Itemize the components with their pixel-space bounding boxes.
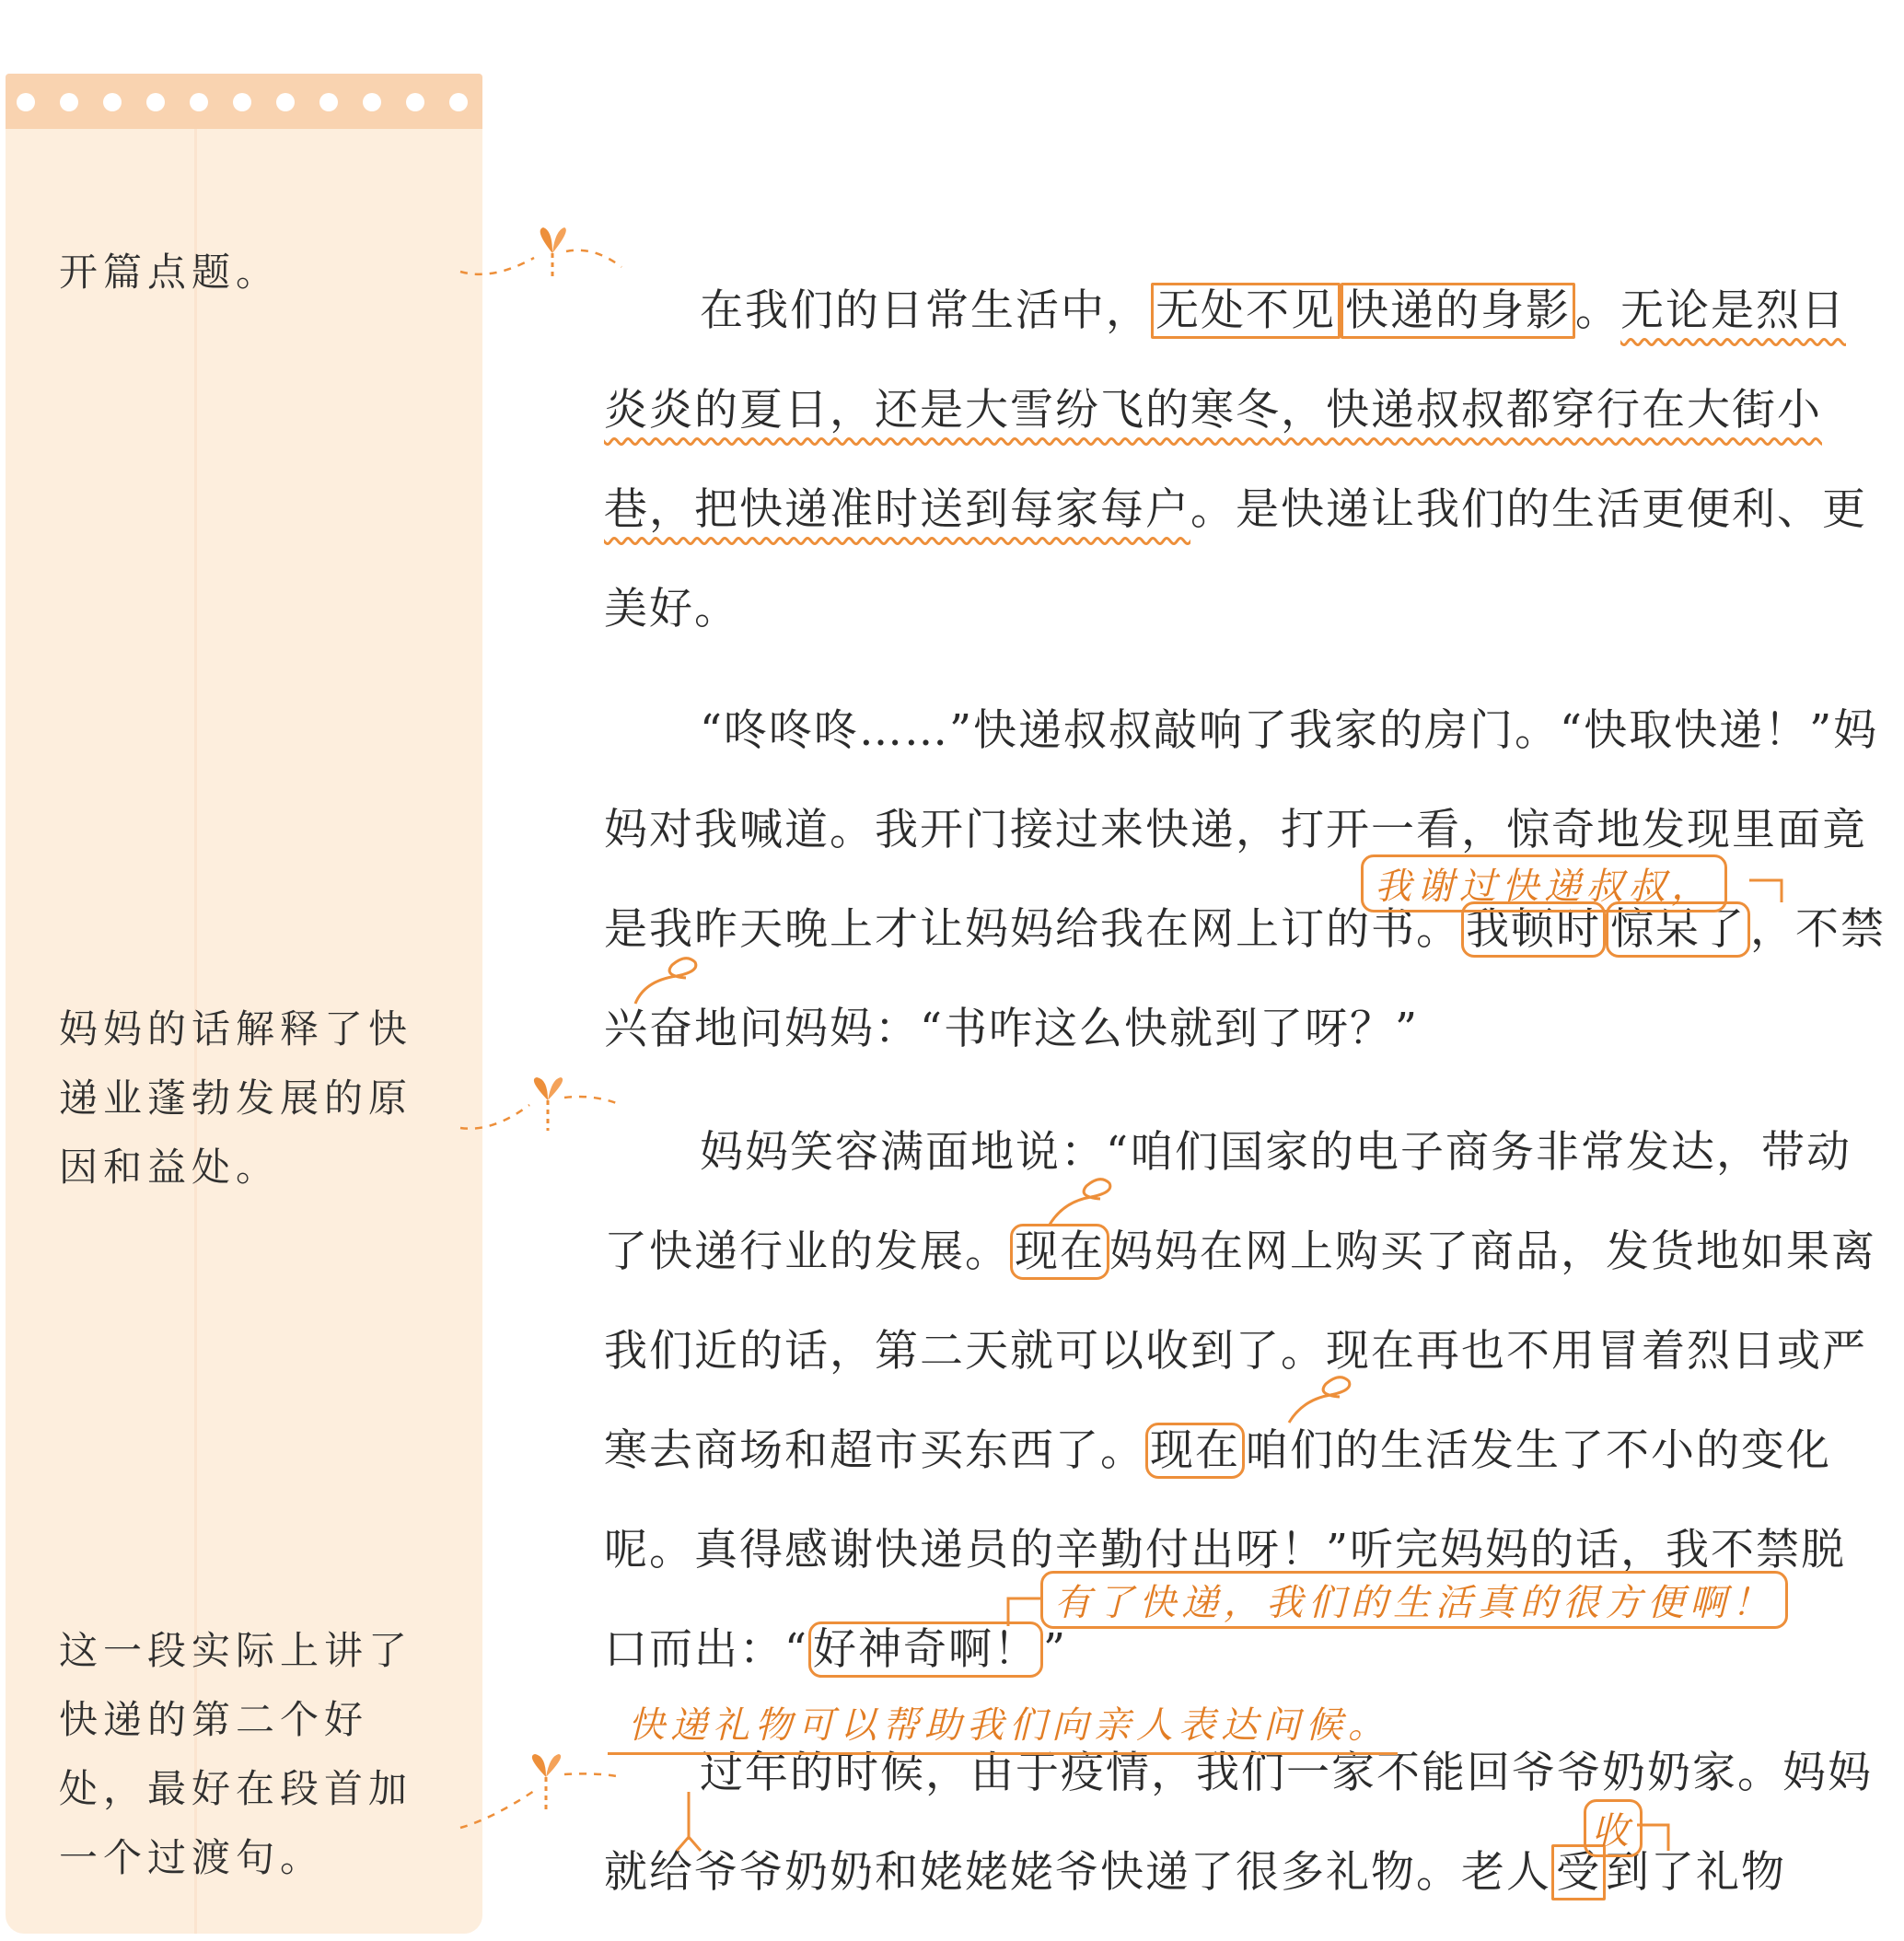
text-segment: 咱们的生活发生了不小的变化呢。真得感谢快递员的辛勤付出呀！”听完妈妈的话，我不禁脱口而出：“ xyxy=(604,1425,1847,1675)
marked-phrase: 无处不见 xyxy=(1151,283,1341,339)
note-2: 妈妈的话解释了快递业蓬勃发展的原因和益处。 xyxy=(59,1006,413,1190)
marked-phrase: 受 xyxy=(1551,1844,1606,1900)
marked-phrase: 快递的身影 xyxy=(1341,283,1575,339)
text-segment: 妈妈在网上购买了商品，发货地如果离我们近的话，第二天就可以收到了。现在再也不用冒着烈日或严寒去商场和超市买东西了。 xyxy=(604,1226,1876,1476)
note-3: 这一段实际上讲了快递的第二个好处，最好在段首加一个过渡句。 xyxy=(59,1628,413,1880)
marked-phrase: 好神奇啊！ xyxy=(808,1621,1043,1678)
correction-transition-sentence: 快递礼物可以帮助我们向亲人表达问候。 xyxy=(608,1696,1398,1755)
wavy-underlined-sentence: 无论是烈日炎炎的夏日，还是大雪纷飞的寒冬，快递叔叔都穿行在大街小巷，把快递准时送到每家每户 xyxy=(604,285,1846,535)
correction-replace-char: 收 xyxy=(1584,1799,1643,1857)
marked-phrase: 现在 xyxy=(1145,1423,1245,1479)
text-segment: ，不禁兴奋地问妈妈：“书咋这么快就到了呀？” xyxy=(604,904,1886,1054)
text-segment: ” xyxy=(1043,1624,1068,1675)
correction-insert-thanks: 我谢过快递叔叔， xyxy=(1361,854,1727,912)
text-segment: 过年的时候，由于疫情，我们一家不能回爷爷奶奶家。妈妈就给爷爷奶奶和姥姥姥爷快递了很多礼物。老人 xyxy=(604,1748,1873,1898)
text-segment: 。 xyxy=(1575,285,1620,336)
text-segment: 。是快递让我们的生活更便利、更美好。 xyxy=(604,484,1867,634)
text-segment: 在我们的日常生活中， xyxy=(700,285,1151,336)
text-segment: “咚咚咚……”快递叔叔敲响了我家的房门。“快取快递！”妈妈对我喊道。我开门接过来快递，打开一看，惊奇地发现里面竟是我昨天晚上才让妈妈给我在网上订的书。 xyxy=(604,705,1879,955)
note-1: 开篇点题。 xyxy=(59,250,281,295)
text-segment: 妈妈笑容满面地说：“咱们国家的电子商务非常发达，带动了快递行业的发展。 xyxy=(604,1127,1852,1277)
marked-phrase: 现在 xyxy=(1010,1224,1109,1280)
correction-insert-sentence: 有了快递，我们的生活真的很方便啊！ xyxy=(1040,1571,1788,1629)
marked-phrase: 我顿时 xyxy=(1461,901,1606,958)
text-segment: 到了礼物 xyxy=(1606,1847,1786,1898)
marked-phrase: 惊呆了 xyxy=(1606,901,1750,958)
